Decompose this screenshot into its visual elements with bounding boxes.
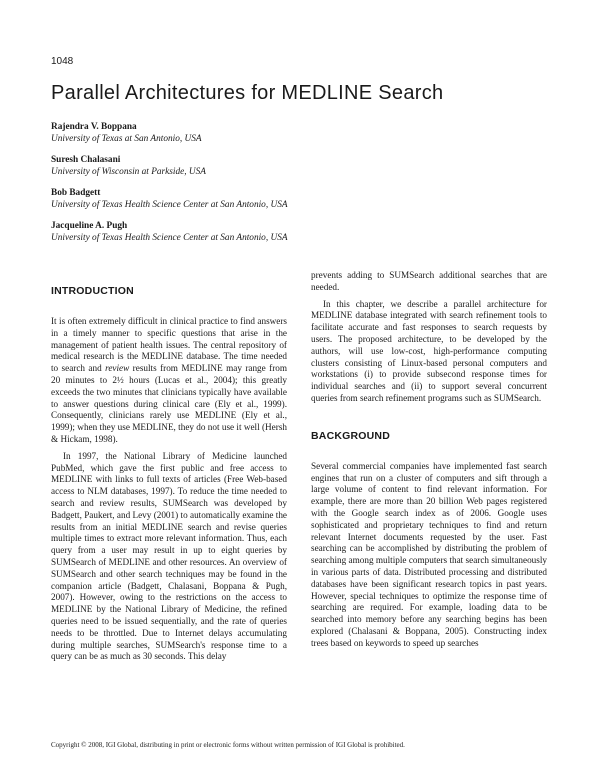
copyright-footer: Copyright © 2008, IGI Global, distributing in print or electronic forms without written permission of IGI Global is prohibited.: [51, 741, 405, 749]
author-entry: [51, 220, 551, 244]
author-affiliation: University of Texas at San Antonio, USA: [51, 134, 202, 144]
paragraph: [51, 316, 287, 446]
author-name: Jacqueline A. Pugh: [51, 221, 128, 231]
author-entry: [51, 121, 551, 145]
article-title: Parallel Architectures for MEDLINE Search: [51, 82, 444, 104]
emphasized-word: review: [105, 363, 130, 374]
section-heading-background: BACKGROUND: [311, 429, 390, 442]
author-affiliation: University of Texas Health Science Center at San Antonio, USA: [51, 233, 288, 243]
author-name: Rajendra V. Boppana: [51, 122, 137, 132]
paragraph-text: It is often extremely difficult in clinical practice to find answers in a timely manner to specific questions that arise in the management of patient health issues. The central repository of medical research is the MEDLINE database. The time needed to search and: [51, 316, 287, 374]
section-heading-introduction: INTRODUCTION: [51, 285, 134, 297]
author-affiliation: University of Texas Health Science Center at San Antonio, USA: [51, 200, 288, 210]
author-name: Suresh Chalasani: [51, 155, 121, 165]
paragraph: prevents adding to SUMSearch additional searches that are needed.: [311, 270, 547, 292]
author-name: Bob Badgett: [51, 188, 101, 198]
paragraph: In 1997, the National Library of Medicine launched PubMed, which gave the first public and free access to MEDLINE with links to full texts of articles (Free Web-based access to NLM databases, 1997). To reduce the time needed to search and review results, SUMSearch was developed by Badgett, Paukert, and Levy (2001) to automatically examine the results from an initial MEDLINE search and revise queries multiple times to extract more relevant information. Thus, each query from a user may result in up to eight queries by SUMSearch of MEDLINE and other resources. An overview of SUMSearch and other search techniques may be found in the companion article (Badgett, Chalasani, Boppana & Pugh, 2007). However, owing to the restrictions on the access to MEDLINE by the National Library of Medicine, the refined queries need to be issued sequentially, and the rate of queries needs to be throttled. Due to Internet delays accumulating during multiple searches, SUMSearch's response time to a query can be as much as 30 seconds. This delay: [51, 450, 287, 662]
paragraph: Several commercial companies have implemented fast search engines that run on a cluster of computers and sift through a large volume of content to find relevant information. For example, there are more than 20 billion Web pages registered with the Google search index as of 2006. Google uses sophisticated and proprietary techniques to find and return relevant Internet documents requested by the user. Fast searching can be accomplished by distributing the problem of searching among multiple computers that search simultaneously in various parts of data. Distributed processing and distributed databases have been significant research topics in past years. However, special techniques to optimize the response time of searching are required. For example, loading data to be searched into memory before any searching begins has been explored (Chalasani & Boppana, 2005). Constructing index trees based on keywords to speed up searches: [311, 460, 547, 648]
author-list: [51, 121, 551, 253]
paragraph-text: results from MEDLINE may range from 20 minutes to 2½ hours (Lucas et al., 2004); this greatly exceeds the two minutes that clinicians typically have available to answer questions during clinical care (Ely et al., 1999). Consequently, clinicians rarely use MEDLINE (Ely et al., 1999); when they use MEDLINE, they do not use it well (Hersh & Hickam, 1998).: [51, 363, 287, 444]
right-column: [311, 270, 547, 650]
page-number: 1048: [51, 56, 74, 67]
author-entry: [51, 154, 551, 178]
paragraph: In this chapter, we describe a parallel architecture for MEDLINE database integrated with search refinement tools to facilitate accurate and fast responses to search requests by users. The proposed architecture, to be developed by the authors, will use low-cost, high-performance computing clusters consisting of Linux-based personal computers and workstations (i) to provide subsecond response times for individual searches and (ii) to support several concurrent queries from search refinement programs such as SUMSearch.: [311, 298, 547, 403]
author-entry: [51, 187, 551, 211]
left-column: [51, 270, 287, 663]
author-affiliation: University of Wisconsin at Parkside, USA: [51, 167, 206, 177]
